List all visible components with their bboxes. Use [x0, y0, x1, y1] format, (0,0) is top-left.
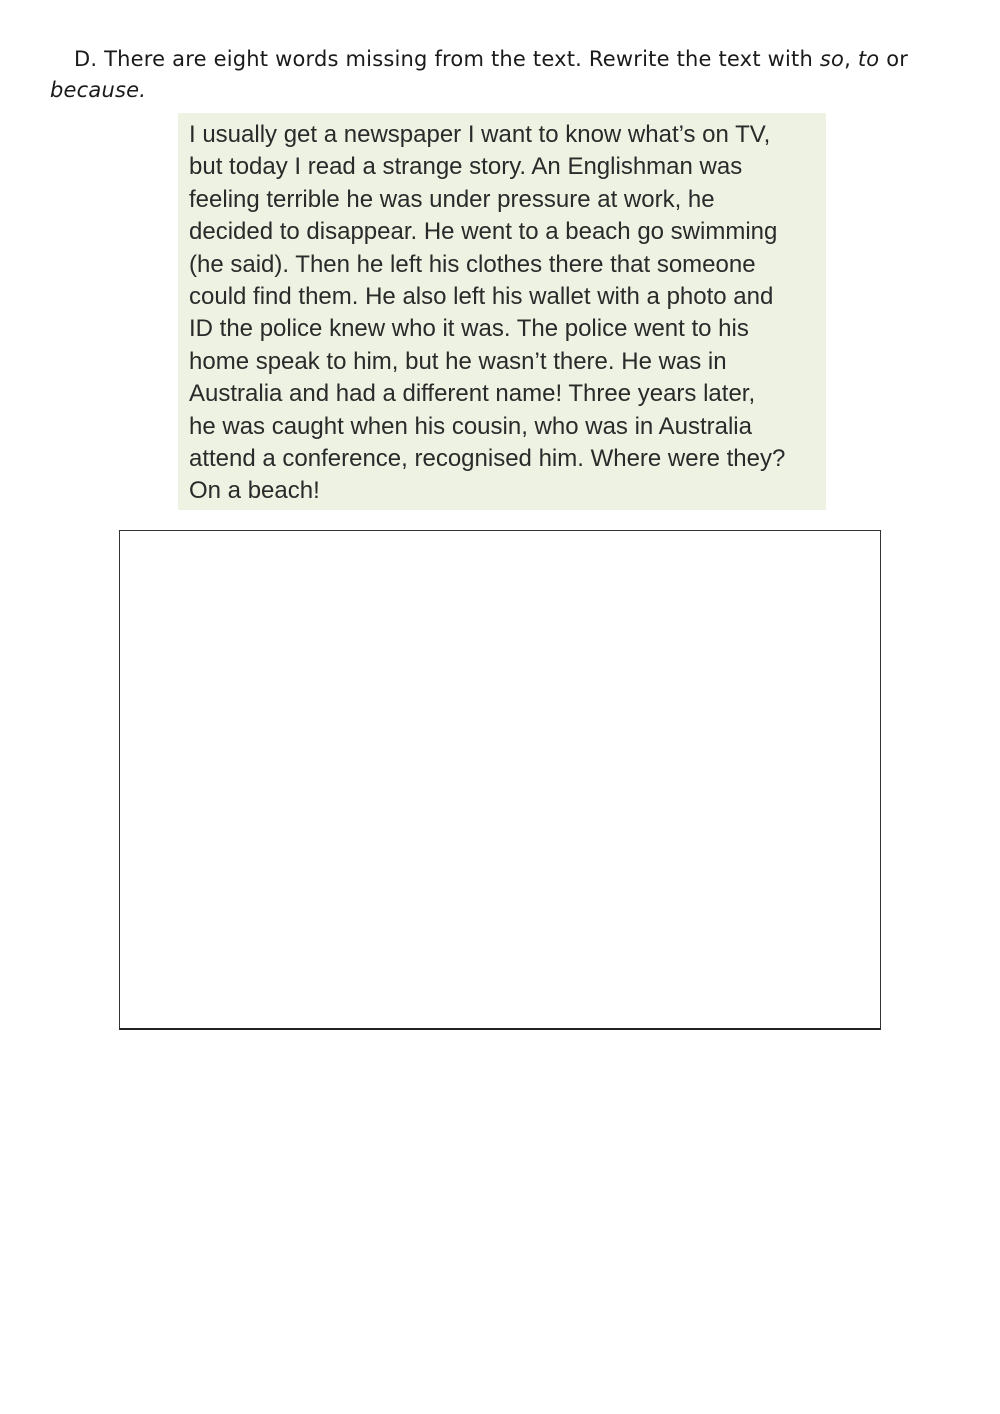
reading-passage [178, 113, 826, 510]
instruction-word-so: so [819, 47, 845, 71]
instruction-separator-1: , [844, 47, 858, 71]
passage-line: On a beach! [189, 477, 320, 505]
passage-line: Australia and had a different name! Three years later, [189, 380, 756, 408]
instruction-lead: D. There are eight words missing from the text. Rewrite the text with [74, 47, 820, 71]
passage-line: decided to disappear. He went to a beach go swimming [189, 218, 778, 246]
instruction-text [50, 44, 960, 106]
passage-line: (he said). Then he left his clothes there that someone [189, 250, 756, 278]
instruction-separator-2: or [879, 47, 909, 71]
passage-line: I usually get a newspaper I want to know what’s on TV, [189, 121, 771, 148]
passage-line: attend a conference, recognised him. Where were they? [189, 445, 786, 473]
passage-line: feeling terrible he was under pressure at work, he [189, 185, 715, 213]
instruction-word-to: to [857, 47, 880, 71]
passage-line: could find them. He also left his wallet with a photo and [189, 283, 774, 311]
passage-line: ID the police knew who it was. The police went to his [189, 315, 749, 343]
answer-textarea[interactable] [119, 530, 881, 1030]
passage-line: he was caught when his cousin, who was in Australia [189, 412, 752, 440]
passage-line: home speak to him, but he wasn’t there. He was in [189, 347, 727, 375]
instruction-word-because: because. [50, 78, 147, 102]
passage-line: but today I read a strange story. An Englishman was [189, 153, 743, 181]
